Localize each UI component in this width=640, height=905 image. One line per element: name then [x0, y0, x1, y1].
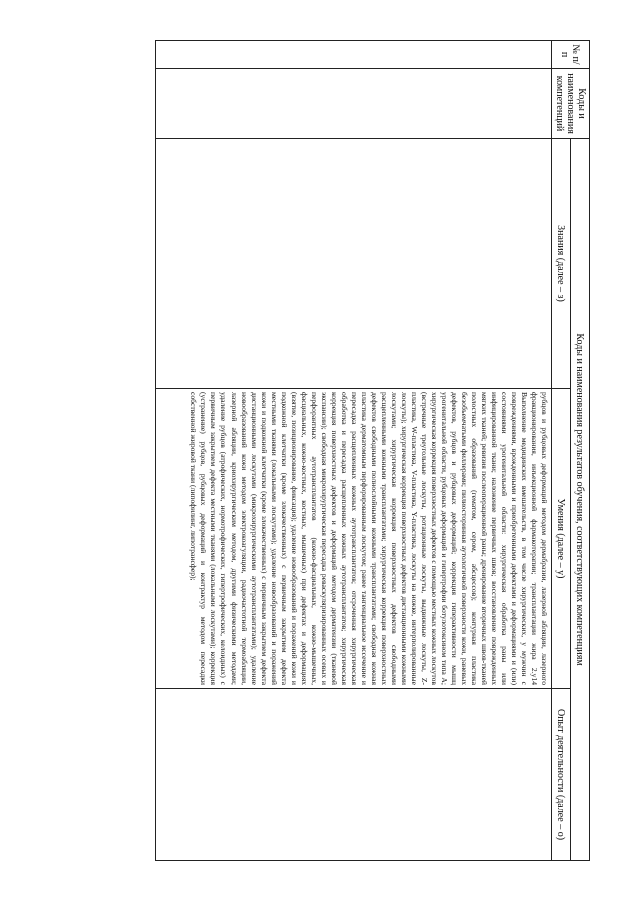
row-codes — [156, 69, 552, 139]
row-experience — [156, 689, 552, 861]
col-knowledge-header: Знания (далее – з) — [552, 139, 571, 389]
competency-table — [155, 40, 590, 861]
col-experience-header: Опыт деятельности (далее – о) — [552, 689, 571, 861]
row-knowledge — [156, 139, 552, 389]
row-skills: рубцов и рубцовых деформаций методом дермабразии, лазерной абляции, лазерного фракционирования, инъекционной фармакотерапии; трансплантации жира 2.у14 Выполнение медицинских вмешательств, в том числе хирургических, у мужчин с повреждениями, врожденными и приобретенными дефектами и деформациями и (или) состояниями урогенитальной области: хирургическая обработка раны или инфицированной ткани; наложение первичных швов; восстановление поврежденных мягких тканей; ревизия послеоперационной раны; дренирование вторичных швов-тканей полостных образований (гематом, сером, абсцессов); контурная пластика безобъемчатыми филлерами; пилиосторинная аутологичной поверхности кожи, раневых дефектов, рубцов и рубцовых деформаций; коррекция гиперактивности мышц урогенитальной области, рубцовых деформаций и гипертрофии ботулотоксином типа А; хирургическая коррекция поверхностных дефектов с помощью местных кожных лоскутов (встречные треугольные лоскуты, ротационные лоскуты, выдвижные лоскуты, Z-пластика, W-пластика, V-пластика, Y-пластика, лоскуты на ножке, интерполированные лоскуты); хирургическая коррекция поверхностных дефектов дистанционными кожными лоскутами; хирургическая коррекция поверхностных дефектов свободными расщепленными кожными трансплантатами; хирургическая коррекция поверхностных дефектов свободными полнослойными кожными трансплантатами; свободная кожная пластика дерматомным перфорированным лоскутом; ранее тангенциальное иссечение и пересадка расщепленных кожных аутотрансплантатов; отсроченная хирургическая обработка и пересадка расщепленных кожных аутотрансплантатов; хирургическая коррекция поверхностных дефектов и деформаций методом дерматензии (тканевой экспансии); свободная микрохирургическая пересадка реваскуляризированных осевых и перфорантных аутотрансплантатов (кожно-фасциальных, кожно-мышечных, фасциальных, кожно-костных, костных, мышечных) при дефектах и деформациях (взятие, позиционирование, фиксация); удаление новообразований и поражений кожи и подкожной клетчатки (кроме злокачественных) с первичным закрытием дефекта местными тканями (локальными лоскутами); удаление новообразований и поражений кожи и подкожной клетчатки (кроме злокачественных) с первичным закрытием дефекта дистанционными лоскутами (микрохирургическими аутотрансплантатами); удаление новообразований кожи методом электрокоагуляции, радиочастотной термоабляции, лазерной абляции, криохирургическим методом, другими физическими методами; удаление рубцов (атрофических, нормотрофических, гипертрофических, келоидных) с первичным закрытием дефекта местными тканями (локальными лоскутами); коррекция (устранение) рубцов, рубцовых деформаций и контрактур методом пересадки собственной жировой ткани (липофилинг, липотрансфер); — [156, 389, 552, 689]
main-header: Коды и наименования результатов обучения, соответствующих компетенциям — [571, 139, 590, 861]
col-skills-header: Умения (далее – у) — [552, 389, 571, 689]
row-num — [156, 41, 552, 69]
col-codes-header: Коды и наименования компетенций — [552, 69, 590, 139]
rotated-table-page — [110, 40, 590, 860]
col-num-header: № п/п — [552, 41, 590, 69]
